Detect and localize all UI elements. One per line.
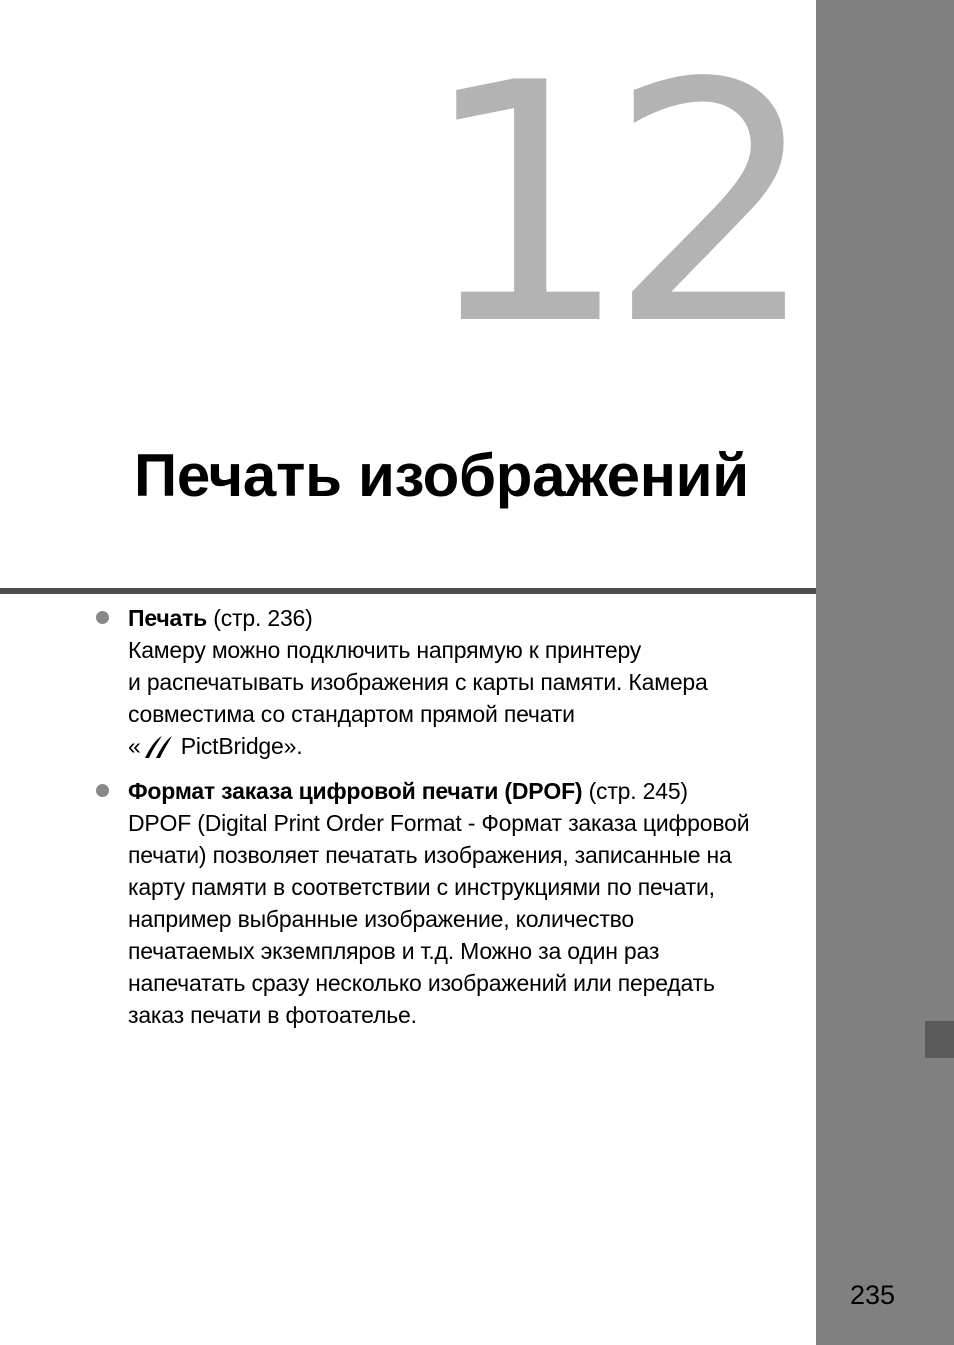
body-line: например выбранные изображение, количество <box>128 906 635 932</box>
page-reference: (стр. 245) <box>582 778 688 804</box>
section-divider <box>0 588 816 594</box>
circle-bullet-icon <box>96 611 109 624</box>
chapter-index-tab <box>925 1021 954 1058</box>
section-heading-line <box>128 775 808 807</box>
body-line: печатаемых экземпляров и т.д. Можно за один раз <box>128 938 660 964</box>
body-line: и распечатывать изображения с карты памяти. Камера <box>128 669 708 695</box>
chapter-title: Печать изображений <box>134 442 749 509</box>
body-line: напечатать сразу несколько изображений или передать <box>128 970 715 996</box>
chapter-side-bar <box>816 0 954 1345</box>
body-line: совместима со стандартом прямой печати <box>128 701 575 727</box>
body-line: Камеру можно подключить напрямую к принтеру <box>128 637 642 663</box>
body-line-pictbridge: « PictBridge». <box>128 730 808 768</box>
body-line: карту памяти в соответствии с инструкциями по печати, <box>128 874 715 900</box>
section-printing <box>128 602 808 768</box>
body-line: печати) позволяет печатать изображения, записанные на <box>128 842 732 868</box>
pictbridge-logo-icon <box>143 734 173 768</box>
body-line: DPOF (Digital Print Order Format - Формат заказа цифровой <box>128 810 750 836</box>
page-number: 235 <box>850 1280 896 1310</box>
section-heading: Печать <box>128 605 208 631</box>
section-dpof <box>128 775 808 1031</box>
body-line: заказ печати в фотоателье. <box>128 1002 417 1028</box>
section-heading: Формат заказа цифровой печати (DPOF) <box>128 778 583 804</box>
page-reference: (стр. 236) <box>207 605 313 631</box>
chapter-number: 12 <box>420 13 796 397</box>
circle-bullet-icon <box>96 784 109 797</box>
section-heading-line <box>128 602 808 634</box>
